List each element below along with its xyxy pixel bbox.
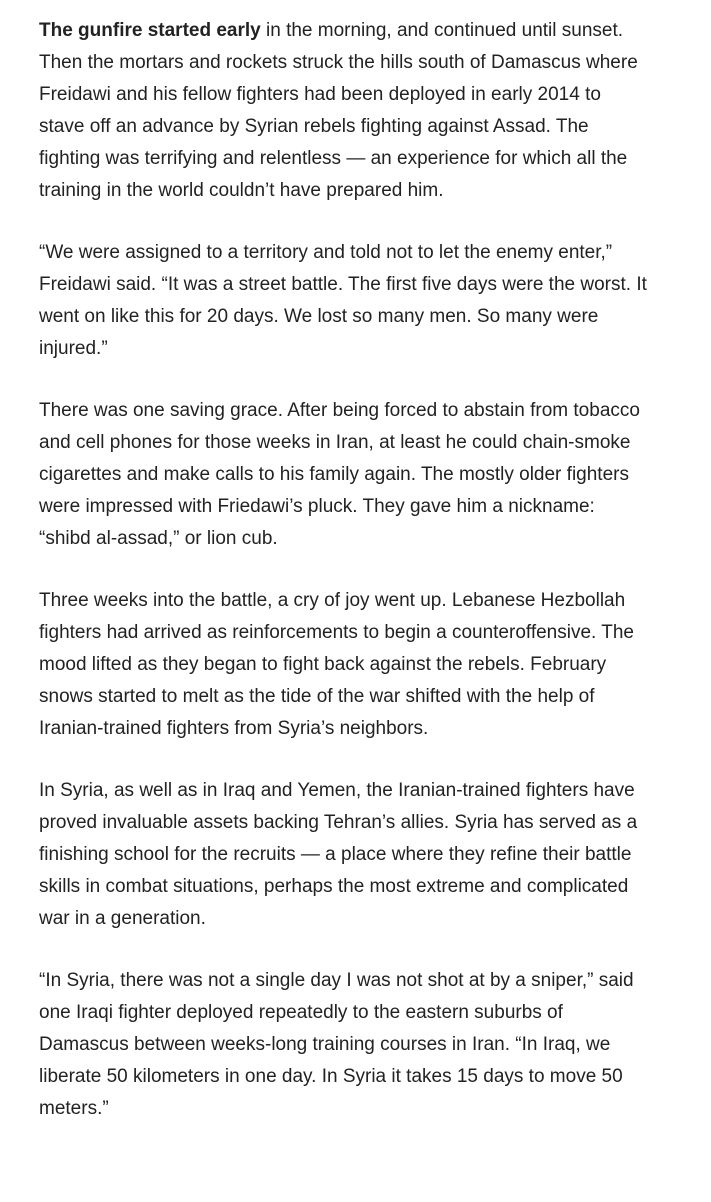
- paragraph-3: [39, 395, 649, 555]
- paragraph-text: In Syria, as well as in Iraq and Yemen, the Iranian-trained fighters have proved invaluable assets backing Tehran’s allies. Syria has served as a finishing school for the recruits — a place where they refine their battle skills in combat situations, perhaps the most extreme and complicated war in a generation.: [39, 780, 638, 929]
- paragraph-text: “In Syria, there was not a single day I was not shot at by a sniper,” said one Iraqi fighter deployed repeatedly to the eastern suburbs of Damascus between weeks-long training courses in Iran. “In Iraq, we liberate 50 kilometers in one day. In Syria it takes 15 days to move 50 meters.”: [39, 970, 634, 1119]
- paragraph-4: [39, 585, 649, 745]
- paragraph-text: “We were assigned to a territory and told not to let the enemy enter,” Freidawi said. “It was a street battle. The first five days were the worst. It went on like this for 20 days. We lost so many men. So many were injured.”: [39, 242, 647, 359]
- paragraph-5: [39, 775, 649, 935]
- paragraph-2: [39, 237, 649, 365]
- lead-in-text: The gunfire started early: [39, 20, 261, 41]
- paragraph-1: [39, 15, 649, 207]
- paragraph-6: [39, 965, 649, 1125]
- paragraph-text: There was one saving grace. After being forced to abstain from tobacco and cell phones for those weeks in Iran, at least he could chain-smoke cigarettes and make calls to his family again. The mostly older fighters were impressed with Friedawi’s pluck. They gave him a nickname: “shibd al-assad,” or lion cub.: [39, 400, 640, 549]
- paragraph-text: Three weeks into the battle, a cry of joy went up. Lebanese Hezbollah fighters had arrived as reinforcements to begin a counteroffensive. The mood lifted as they began to fight back against the rebels. February snows started to melt as the tide of the war shifted with the help of Iranian-trained fighters from Syria’s neighbors.: [39, 590, 634, 739]
- paragraph-text: in the morning, and continued until sunset. Then the mortars and rockets struck the hills south of Damascus where Freidawi and his fellow fighters had been deployed in early 2014 to stave off an advance by Syrian rebels fighting against Assad. The fighting was terrifying and relentless — an experience for which all the training in the world couldn’t have prepared him.: [39, 20, 638, 201]
